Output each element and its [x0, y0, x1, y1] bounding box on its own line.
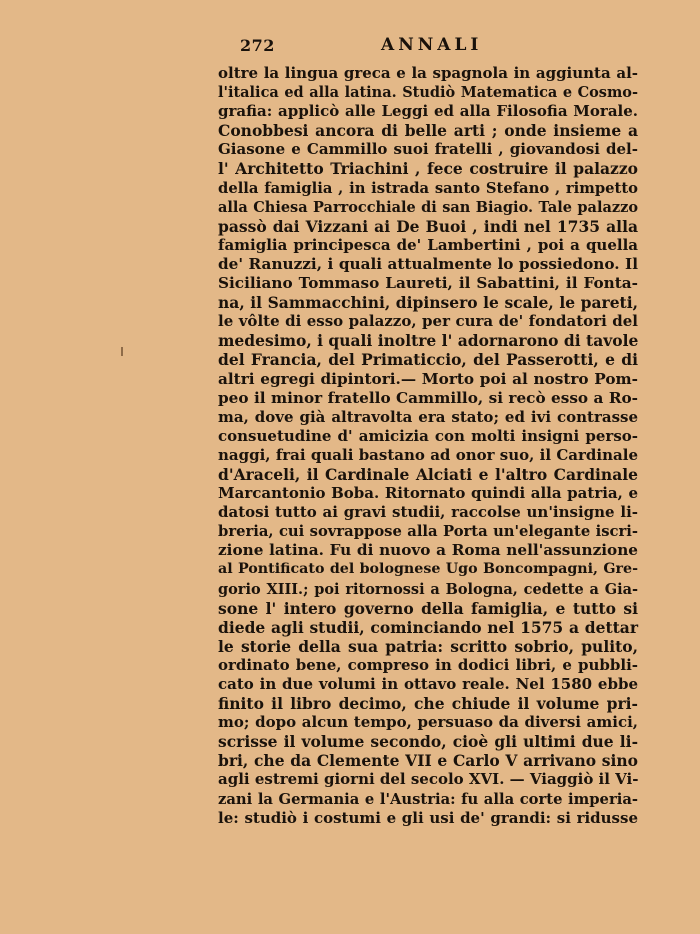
body-text [218, 64, 638, 828]
running-title: ANNALI [381, 35, 483, 55]
text-line: mo; dopo alcun tempo, persuaso da diversi amici, [218, 713, 638, 732]
text-line: diede agli studii, cominciando nel 1575 a dettar [218, 617, 638, 637]
text-line: ma, dove già altravolta era stato; ed ivi contrasse [218, 407, 638, 426]
page-number: 272 [240, 36, 275, 55]
text-line: famiglia principesca de' Lambertini , poi a quella [218, 235, 638, 254]
text-line: zani la Germania e l'Austria: fu alla corte imperia- [218, 790, 638, 808]
text-line: le vôlte di esso palazzo, per cura de' fondatori del [218, 312, 638, 331]
text-line: del Francia, del Primaticcio, del Passerotti, e di [218, 350, 638, 370]
margin-mark [121, 347, 123, 356]
text-line: oltre la lingua greca e la spagnola in aggiunta al- [218, 64, 638, 82]
text-line: passò dai Vizzani ai De Buoi , indi nel 1735 alla [218, 216, 638, 236]
text-line: zione latina. Fu di nuovo a Roma nell'assunzione [218, 541, 638, 560]
text-line: breria, cui sovrappose alla Porta un'elegante iscri- [218, 523, 638, 541]
text-line: scrisse il volume secondo, cioè gli ultimi due li- [218, 732, 638, 752]
text-line: le: studiò i costumi e gli usi de' grandi: si ridusse [218, 808, 638, 827]
text-line: medesimo, i quali inoltre l' adornarono di tavole [218, 331, 639, 351]
text-line: della famiglia , in istrada santo Stefano , rimpetto [218, 179, 638, 197]
text-line: sone l' intero governo della famiglia, e tutto si [218, 598, 638, 618]
text-line: alla Chiesa Parrocchiale di san Biagio. Tale palazzo [218, 198, 638, 216]
text-line: Giasone e Cammillo suoi fratelli , giovandosi del- [218, 140, 638, 159]
text-line: bri, che da Clemente VII e Carlo V arrivano sino [218, 751, 638, 771]
text-line: le storie della sua patria: scritto sobrio, pulito, [218, 636, 638, 656]
text-line: datosi tutto ai gravi studii, raccolse un'insigne li- [218, 503, 638, 522]
text-line: grafia: applicò alle Leggi ed alla Filosofia Morale. [218, 102, 638, 121]
text-line: al Pontificato del bolognese Ugo Boncompagni, Gre- [218, 561, 638, 578]
text-line: l'italica ed alla latina. Studiò Matematica e Cosmo- [218, 84, 638, 102]
text-line: agli estremi giorni del secolo XVI. — Viaggiò il Vi- [218, 770, 639, 789]
text-line: Siciliano Tommaso Laureti, il Sabattini, il Fonta- [218, 274, 638, 293]
text-line: finito il libro decimo, che chiude il volume pri- [218, 694, 638, 714]
text-line: consuetudine d' amicizia con molti insigni perso- [218, 426, 638, 445]
text-line: de' Ranuzzi, i quali attualmente lo possiedono. Il [218, 254, 638, 273]
text-line: na, il Sammacchini, dipinsero le scale, le pareti, [218, 293, 638, 313]
text-line: d'Araceli, il Cardinale Alciati e l'altro Cardinale [218, 464, 638, 484]
text-line: gorio XIII.; poi ritornossi a Bologna, cedette a Gia- [218, 580, 638, 598]
text-line: peo il minor fratello Cammillo, si recò esso a Ro- [218, 388, 638, 407]
text-line: ordinato bene, compreso in dodici libri, e pubbli- [218, 655, 638, 674]
text-line: naggi, frai quali bastano ad onor suo, il Cardinale [218, 445, 638, 464]
text-line: Marcantonio Boba. Ritornato quindi alla patria, e [218, 484, 638, 503]
text-line: l' Architetto Triachini , fece costruire il palazzo [218, 159, 638, 179]
text-line: cato in due volumi in ottavo reale. Nel 1580 ebbe [218, 675, 638, 693]
text-line: Conobbesi ancora di belle arti ; onde insieme a [218, 121, 638, 141]
text-line: altri egregi dipintori.— Morto poi al nostro Pom- [218, 369, 638, 388]
